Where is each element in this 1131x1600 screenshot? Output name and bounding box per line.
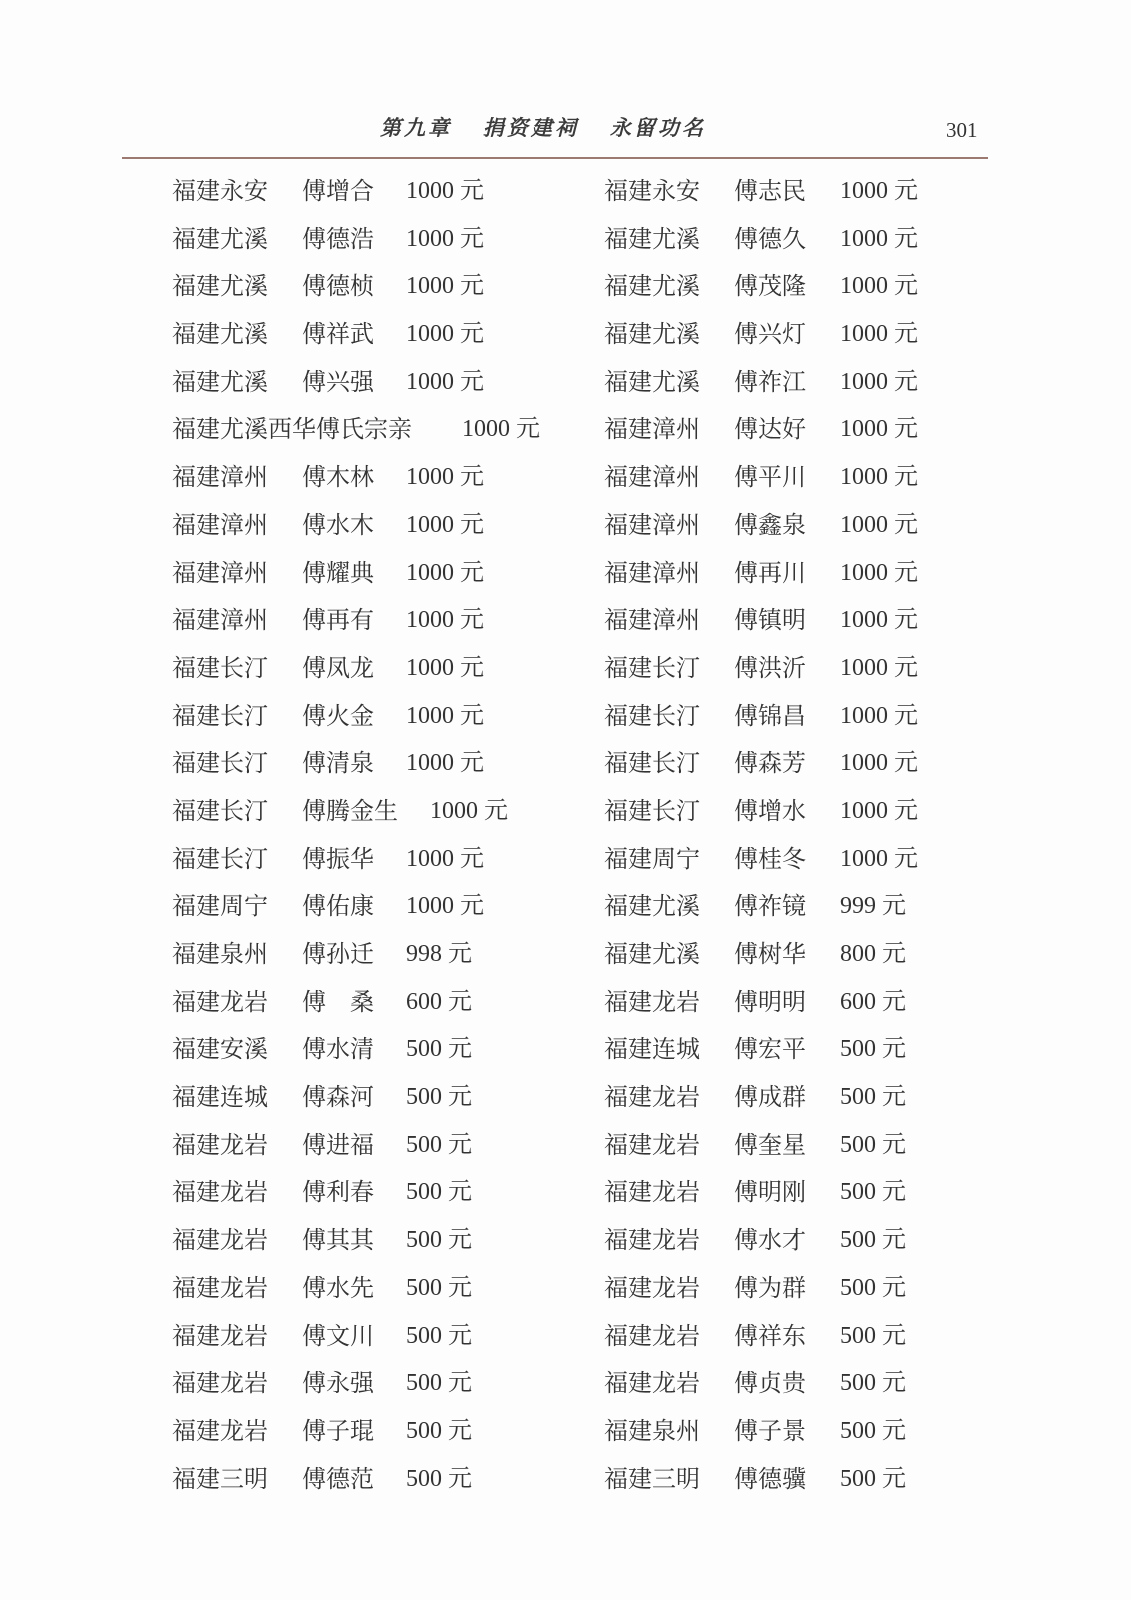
donor-name: 傅德桢 — [302, 272, 374, 301]
donor-name: 傅文川 — [302, 1321, 374, 1350]
donor-list-right — [604, 168, 1004, 1503]
donor-entry — [172, 597, 592, 645]
donor-place: 福建龙岩 — [604, 1130, 700, 1159]
donation-amount: 1000 元 — [406, 750, 484, 777]
donor-name: 傅孙迁 — [302, 940, 374, 968]
donation-amount: 1000 元 — [406, 368, 484, 395]
donor-place: 福建长汀 — [172, 844, 268, 873]
donor-name: 傅祚镜 — [734, 892, 806, 921]
donor-name: 傅为群 — [734, 1273, 806, 1302]
donor-name: 傅腾金生 — [302, 796, 398, 825]
donor-place: 福建龙岩 — [172, 1226, 268, 1255]
donation-amount: 500 元 — [840, 1036, 906, 1063]
donor-place: 福建龙岩 — [172, 987, 268, 1016]
donor-name: 傅镇明 — [734, 606, 806, 635]
donor-place: 福建泉州 — [172, 940, 268, 968]
donor-entry — [172, 311, 592, 359]
donation-amount: 1000 元 — [406, 273, 484, 300]
donor-name: 傅奎星 — [734, 1130, 806, 1159]
donor-name: 傅茂隆 — [734, 272, 806, 301]
donor-name: 傅平川 — [734, 463, 806, 492]
donation-amount: 500 元 — [406, 1322, 472, 1349]
donor-place: 福建尤溪 — [604, 224, 700, 253]
donor-name: 傅水才 — [734, 1226, 806, 1255]
donor-name: 傅其其 — [302, 1226, 374, 1255]
donation-amount: 1000 元 — [406, 845, 484, 872]
donor-name: 傅利春 — [302, 1178, 374, 1207]
donor-entry — [172, 931, 592, 979]
donor-place: 福建尤溪 — [172, 224, 268, 253]
donor-entry — [604, 550, 1004, 598]
donor-place: 福建漳州 — [172, 558, 268, 587]
donor-place: 福建漳州 — [172, 606, 268, 635]
donor-name: 傅子琨 — [302, 1416, 374, 1445]
donor-name: 傅成群 — [734, 1083, 806, 1112]
donor-name: 傅锦昌 — [734, 701, 806, 730]
donor-entry — [604, 1408, 1004, 1456]
donor-entry — [604, 168, 1004, 216]
donor-entry — [604, 883, 1004, 931]
donation-amount: 998 元 — [406, 941, 472, 967]
donor-place: 福建漳州 — [604, 463, 700, 492]
donor-name: 傅佑康 — [302, 892, 374, 921]
donor-place: 福建连城 — [604, 1035, 700, 1064]
donation-amount: 1000 元 — [462, 416, 540, 443]
donor-entry — [172, 1456, 592, 1504]
donor-entry — [172, 406, 592, 454]
donor-place: 福建安溪 — [172, 1035, 268, 1064]
donor-place: 福建长汀 — [172, 701, 268, 730]
donor-place: 福建长汀 — [172, 796, 268, 825]
donor-name: 傅祥东 — [734, 1321, 806, 1350]
donor-entry — [604, 263, 1004, 311]
donor-entry — [604, 1456, 1004, 1504]
donor-name: 傅水清 — [302, 1035, 374, 1064]
donor-entry — [604, 1122, 1004, 1170]
donor-entry — [604, 740, 1004, 788]
donor-place: 福建龙岩 — [604, 1369, 700, 1398]
donation-amount: 1000 元 — [840, 321, 918, 348]
donor-place: 福建连城 — [172, 1083, 268, 1112]
donation-amount: 1000 元 — [430, 797, 508, 824]
donation-amount: 1000 元 — [840, 750, 918, 777]
donor-entry — [604, 406, 1004, 454]
donor-entry — [604, 931, 1004, 979]
donor-name: 傅振华 — [302, 844, 374, 873]
donor-place: 福建龙岩 — [172, 1273, 268, 1302]
donor-name: 傅祚江 — [734, 367, 806, 396]
donor-entry — [604, 359, 1004, 407]
donation-amount: 1000 元 — [840, 511, 918, 538]
donation-amount: 1000 元 — [406, 702, 484, 729]
donor-name: 傅明明 — [734, 987, 806, 1016]
donation-amount: 500 元 — [840, 1179, 906, 1206]
donor-name: 傅永强 — [302, 1369, 374, 1398]
donation-amount: 1000 元 — [840, 559, 918, 586]
donor-entry — [172, 1217, 592, 1265]
donor-name: 傅凤龙 — [302, 653, 374, 682]
donor-name: 傅德浩 — [302, 224, 374, 253]
donor-place: 福建漳州 — [604, 510, 700, 539]
donor-entry — [172, 645, 592, 693]
donation-amount: 500 元 — [840, 1465, 906, 1492]
donor-entry — [604, 693, 1004, 741]
donor-entry — [172, 740, 592, 788]
donor-name: 傅鑫泉 — [734, 510, 806, 539]
donor-entry — [172, 836, 592, 884]
donor-name: 傅桂冬 — [734, 844, 806, 873]
donor-name: 傅再有 — [302, 606, 374, 635]
donor-entry — [172, 1122, 592, 1170]
donor-name: 傅德范 — [302, 1464, 374, 1493]
donor-place: 福建龙岩 — [172, 1416, 268, 1445]
donor-entry — [604, 1217, 1004, 1265]
donor-place: 福建龙岩 — [172, 1369, 268, 1398]
donor-place: 福建尤溪 — [172, 320, 268, 349]
donor-place: 福建尤溪 — [604, 892, 700, 921]
donation-amount: 1000 元 — [406, 225, 484, 252]
donation-amount: 1000 元 — [406, 321, 484, 348]
donor-entry — [172, 502, 592, 550]
donor-place: 福建龙岩 — [604, 987, 700, 1016]
donation-amount: 1000 元 — [840, 416, 918, 443]
donation-amount: 500 元 — [406, 1465, 472, 1492]
donor-name: 傅水木 — [302, 510, 374, 539]
donation-amount: 1000 元 — [406, 893, 484, 920]
donor-name: 傅德骥 — [734, 1464, 806, 1493]
donor-place: 福建三明 — [172, 1464, 268, 1493]
donation-amount: 500 元 — [406, 1417, 472, 1444]
donor-entry — [604, 1313, 1004, 1361]
donor-place: 福建周宁 — [172, 892, 268, 921]
donor-name: 傅志民 — [734, 177, 806, 205]
donor-place: 福建三明 — [604, 1464, 700, 1493]
donor-entry — [172, 1026, 592, 1074]
donation-amount: 500 元 — [406, 1131, 472, 1158]
donation-amount: 1000 元 — [840, 368, 918, 395]
donation-amount: 1000 元 — [406, 654, 484, 681]
donation-amount: 500 元 — [406, 1274, 472, 1301]
donor-name: 傅增水 — [734, 796, 806, 825]
donor-entry — [172, 550, 592, 598]
donation-amount: 1000 元 — [840, 273, 918, 300]
donation-amount: 500 元 — [840, 1084, 906, 1111]
donor-name: 傅明刚 — [734, 1178, 806, 1207]
donor-place: 福建永安 — [604, 177, 700, 205]
donor-name: 傅祥武 — [302, 320, 374, 349]
donor-name: 傅兴灯 — [734, 320, 806, 349]
donor-entry — [604, 788, 1004, 836]
donation-amount: 500 元 — [840, 1370, 906, 1397]
donor-entry — [172, 1408, 592, 1456]
donor-name: 傅洪沂 — [734, 653, 806, 682]
donation-amount: 500 元 — [840, 1131, 906, 1158]
donor-entry — [172, 454, 592, 502]
donor-entry — [172, 216, 592, 264]
chapter-title: 第九章 捐资建祠 永留功名 — [380, 116, 706, 140]
donor-place: 福建龙岩 — [604, 1178, 700, 1207]
donation-amount: 1000 元 — [840, 845, 918, 872]
donor-place: 福建长汀 — [604, 653, 700, 682]
donor-place: 福建龙岩 — [604, 1083, 700, 1112]
donation-amount: 1000 元 — [406, 607, 484, 634]
donor-name: 傅 桑 — [302, 987, 374, 1016]
donor-place: 福建长汀 — [172, 749, 268, 778]
donor-entry — [604, 1360, 1004, 1408]
donor-place: 福建长汀 — [604, 796, 700, 825]
donation-amount: 600 元 — [840, 988, 906, 1015]
donor-name: 傅耀典 — [302, 558, 374, 587]
donation-amount: 500 元 — [406, 1036, 472, 1063]
donor-entry — [604, 216, 1004, 264]
donation-amount: 1000 元 — [840, 464, 918, 491]
donor-place: 福建长汀 — [172, 653, 268, 682]
donor-entry — [172, 359, 592, 407]
donor-name: 傅增合 — [302, 177, 374, 205]
donation-amount: 999 元 — [840, 893, 906, 920]
donor-name: 傅树华 — [734, 940, 806, 968]
donor-name: 傅再川 — [734, 558, 806, 587]
donor-name: 傅德久 — [734, 224, 806, 253]
donor-entry — [172, 1313, 592, 1361]
donor-place: 福建尤溪 — [172, 272, 268, 301]
donor-entry — [172, 1074, 592, 1122]
page-number: 301 — [946, 118, 978, 142]
donor-entry — [172, 979, 592, 1027]
donor-place: 福建龙岩 — [172, 1321, 268, 1350]
donor-name: 傅贞贵 — [734, 1369, 806, 1398]
donation-amount: 500 元 — [406, 1370, 472, 1397]
donor-place: 福建漳州 — [172, 463, 268, 492]
donor-entry — [172, 693, 592, 741]
donor-entry — [604, 645, 1004, 693]
donor-name: 傅森芳 — [734, 749, 806, 778]
donor-entry — [604, 1026, 1004, 1074]
donor-entry — [172, 263, 592, 311]
donor-place: 福建龙岩 — [172, 1178, 268, 1207]
donor-place: 福建尤溪 — [604, 940, 700, 968]
donor-entry — [604, 1169, 1004, 1217]
donor-name: 傅兴强 — [302, 367, 374, 396]
donor-entry — [172, 168, 592, 216]
donation-amount: 600 元 — [406, 988, 472, 1015]
donor-place: 福建泉州 — [604, 1416, 700, 1445]
donor-place: 福建尤溪 — [604, 320, 700, 349]
donor-name: 傅木林 — [302, 463, 374, 492]
donor-entry — [172, 883, 592, 931]
donation-amount: 1000 元 — [406, 511, 484, 538]
donor-name: 傅子景 — [734, 1416, 806, 1445]
donor-entry — [172, 1360, 592, 1408]
donor-entry — [172, 1169, 592, 1217]
donor-entry — [604, 597, 1004, 645]
header-rule — [122, 157, 988, 159]
donation-amount: 1000 元 — [406, 464, 484, 491]
donation-amount: 1000 元 — [840, 702, 918, 729]
donor-place: 福建尤溪 — [604, 367, 700, 396]
donor-place: 福建周宁 — [604, 844, 700, 873]
donor-entry — [172, 1265, 592, 1313]
donor-list-left — [172, 168, 592, 1503]
donor-place: 福建龙岩 — [604, 1226, 700, 1255]
donor-name: 傅清泉 — [302, 749, 374, 778]
donor-place: 福建尤溪西华傅氏宗亲 — [172, 415, 412, 444]
donation-amount: 1000 元 — [406, 178, 484, 204]
donor-place: 福建龙岩 — [604, 1321, 700, 1350]
donation-amount: 500 元 — [840, 1227, 906, 1254]
donor-place: 福建尤溪 — [604, 272, 700, 301]
donation-amount: 500 元 — [406, 1084, 472, 1111]
donor-name: 傅宏平 — [734, 1035, 806, 1064]
donor-entry — [604, 454, 1004, 502]
donation-amount: 1000 元 — [840, 607, 918, 634]
donor-entry — [604, 1265, 1004, 1313]
donation-amount: 1000 元 — [840, 178, 918, 204]
donation-amount: 500 元 — [840, 1274, 906, 1301]
donor-place: 福建长汀 — [604, 701, 700, 730]
donation-amount: 1000 元 — [840, 797, 918, 824]
donor-place: 福建长汀 — [604, 749, 700, 778]
donation-amount: 500 元 — [406, 1227, 472, 1254]
donor-place: 福建永安 — [172, 177, 268, 205]
donation-amount: 500 元 — [840, 1417, 906, 1444]
donor-entry — [604, 502, 1004, 550]
donor-place: 福建尤溪 — [172, 367, 268, 396]
donor-name: 傅水先 — [302, 1273, 374, 1302]
donation-amount: 1000 元 — [840, 225, 918, 252]
donor-entry — [604, 311, 1004, 359]
donation-amount: 500 元 — [406, 1179, 472, 1206]
donation-amount: 1000 元 — [406, 559, 484, 586]
donor-name: 傅火金 — [302, 701, 374, 730]
donor-entry — [604, 979, 1004, 1027]
donor-name: 傅森河 — [302, 1083, 374, 1112]
donation-amount: 500 元 — [840, 1322, 906, 1349]
donation-amount: 1000 元 — [840, 654, 918, 681]
donor-name: 傅进福 — [302, 1130, 374, 1159]
donor-entry — [604, 1074, 1004, 1122]
donor-place: 福建漳州 — [604, 558, 700, 587]
donor-place: 福建漳州 — [172, 510, 268, 539]
donor-name: 傅达好 — [734, 415, 806, 444]
donor-place: 福建龙岩 — [172, 1130, 268, 1159]
donor-place: 福建漳州 — [604, 415, 700, 444]
donor-place: 福建漳州 — [604, 606, 700, 635]
donor-place: 福建龙岩 — [604, 1273, 700, 1302]
donor-entry — [604, 836, 1004, 884]
donor-entry — [172, 788, 592, 836]
donation-amount: 800 元 — [840, 941, 906, 967]
